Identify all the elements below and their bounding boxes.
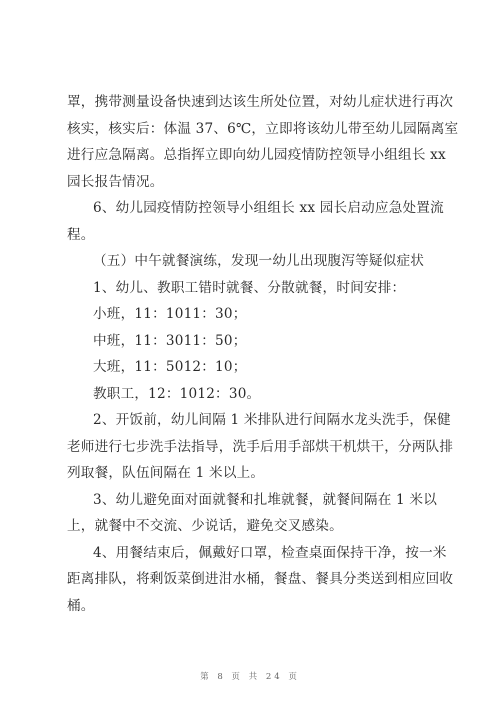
text-line: 进行应急隔离。总指挥立即向幼儿园疫情防控领导小组组长 xx (67, 147, 446, 163)
schedule-item: 教职工，12：1012：30。 (93, 385, 261, 402)
text-line: 6、幼儿园疫情防控领导小组组长 xx 园长启动应急处置流 (93, 200, 444, 216)
text-line: 3、幼儿避免面对面就餐和扎堆就餐，就餐间隔在 1 米以 (93, 491, 437, 508)
text-line: 罩，携带测量设备快速到达该生所处位置，对幼儿症状进行再次 (67, 94, 454, 110)
schedule-item: 小班，11：1011：30； (93, 306, 247, 322)
text-line: 列取餐，队伍间隔在 1 米以上。 (67, 465, 265, 481)
text-line: 距离排队，将剩饭菜倒进泔水桶，餐盘、餐具分类送到相应回收 (67, 571, 454, 587)
schedule-item: 大班，11：5012：10； (93, 359, 247, 375)
text-line: 上，就餐中不交流、少说话，避免交叉感染。 (67, 518, 343, 534)
section-heading: （五）中午就餐演练，发现一幼儿出现腹泻等疑似症状 (93, 253, 425, 269)
text-line: 1、幼儿、教职工错时就餐、分散就餐，时间安排： (93, 279, 406, 296)
document-body (67, 89, 459, 619)
text-line: 核实，核实后：体温 37、6℃，立即将该幼儿带至幼儿园隔离室 (67, 120, 459, 137)
page-footer: 第 8 页 共 24 页 (200, 672, 300, 682)
text-line: 桶。 (67, 597, 95, 614)
text-line: 2、开饭前，幼儿间隔 1 米排队进行间隔水龙头洗手，保健 (93, 412, 451, 428)
text-line: 园长报告情况。 (67, 173, 164, 190)
schedule-item: 中班，11：3011：50； (93, 332, 247, 349)
text-line: 4、用餐结束后，佩戴好口罩，检查桌面保持干净，按一米 (93, 544, 447, 561)
text-line: 程。 (67, 226, 95, 243)
text-line: 老师进行七步洗手法指导，洗手后用手部烘干机烘干，分两队排 (67, 438, 454, 455)
